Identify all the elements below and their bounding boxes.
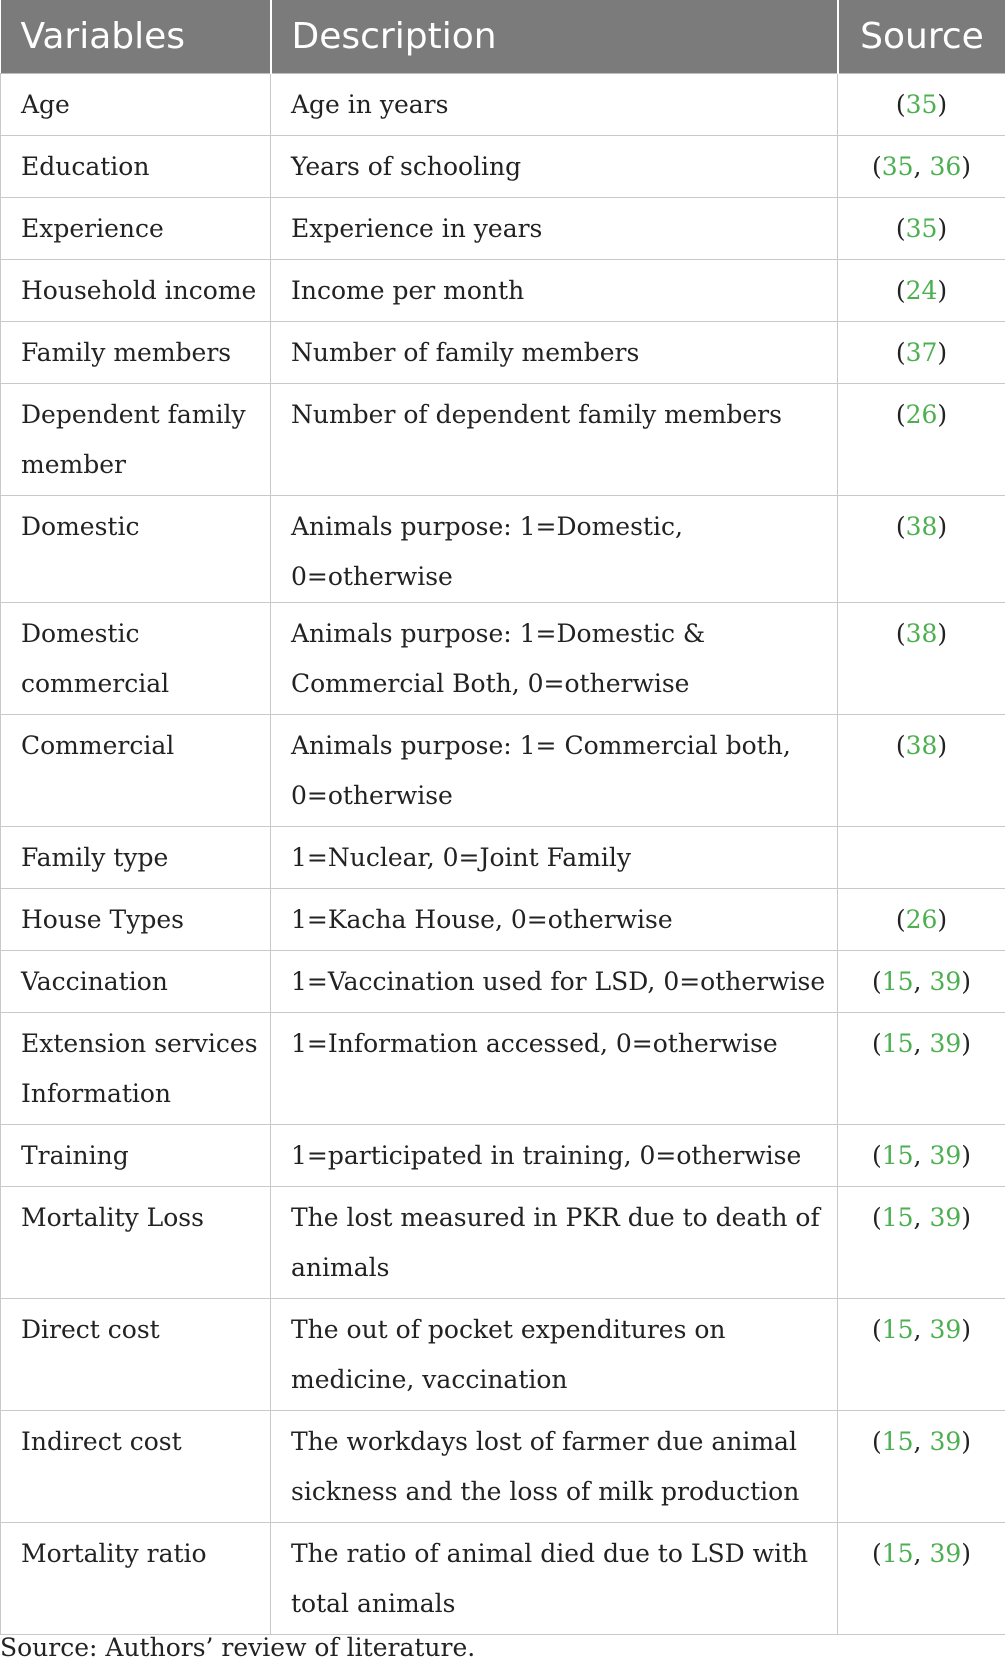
- reference-link[interactable]: 38: [905, 731, 938, 760]
- description-cell: Age in years: [271, 74, 838, 136]
- reference-link[interactable]: 37: [905, 338, 938, 367]
- source-cell: (15, 39): [838, 1125, 1005, 1187]
- source-cell: (24): [838, 260, 1005, 322]
- description-cell: Number of dependent family members: [271, 384, 838, 496]
- description-cell: Number of family members: [271, 322, 838, 384]
- reference-link[interactable]: 15: [881, 1315, 914, 1344]
- variable-cell: Direct cost: [1, 1299, 271, 1411]
- source-cell: (35): [838, 198, 1005, 260]
- source-cell: (15, 39): [838, 1523, 1005, 1635]
- description-cell: The ratio of animal died due to LSD with total animals: [271, 1523, 838, 1635]
- reference-link[interactable]: 38: [905, 512, 938, 541]
- reference-link[interactable]: 15: [881, 1141, 914, 1170]
- description-cell: The lost measured in PKR due to death of animals: [271, 1187, 838, 1299]
- table-row: [1, 1523, 1005, 1635]
- variable-cell: Family type: [1, 827, 271, 889]
- table-row: [1, 496, 1005, 603]
- variable-cell: Training: [1, 1125, 271, 1187]
- variable-cell: Dependent family member: [1, 384, 271, 496]
- table-row: [1, 715, 1005, 827]
- variable-cell: Mortality Loss: [1, 1187, 271, 1299]
- variable-cell: Commercial: [1, 715, 271, 827]
- table-row: [1, 1125, 1005, 1187]
- table-row: [1, 951, 1005, 1013]
- table-row: [1, 889, 1005, 951]
- variable-cell: Education: [1, 136, 271, 198]
- description-cell: 1=Nuclear, 0=Joint Family: [271, 827, 838, 889]
- source-cell: (38): [838, 715, 1005, 827]
- reference-link[interactable]: 39: [929, 1539, 962, 1568]
- variable-cell: Experience: [1, 198, 271, 260]
- reference-link[interactable]: 39: [929, 1203, 962, 1232]
- description-cell: 1=participated in training, 0=otherwise: [271, 1125, 838, 1187]
- source-cell: (35): [838, 74, 1005, 136]
- reference-link[interactable]: 15: [881, 1539, 914, 1568]
- table-body: [1, 74, 1005, 1635]
- reference-link[interactable]: 15: [881, 967, 914, 996]
- description-cell: Income per month: [271, 260, 838, 322]
- description-cell: 1=Kacha House, 0=otherwise: [271, 889, 838, 951]
- description-cell: Animals purpose: 1=Domestic & Commercial Both, 0=otherwise: [271, 603, 838, 715]
- source-cell: (38): [838, 496, 1005, 603]
- reference-link[interactable]: 35: [905, 90, 938, 119]
- source-cell: (15, 39): [838, 951, 1005, 1013]
- variable-cell: Indirect cost: [1, 1411, 271, 1523]
- reference-link[interactable]: 39: [929, 1029, 962, 1058]
- table-row: [1, 260, 1005, 322]
- table-row: [1, 1411, 1005, 1523]
- reference-link[interactable]: 15: [881, 1427, 914, 1456]
- table-row: [1, 322, 1005, 384]
- reference-link[interactable]: 38: [905, 619, 938, 648]
- description-cell: Animals purpose: 1=Domestic, 0=otherwise: [271, 496, 838, 603]
- reference-link[interactable]: 15: [881, 1203, 914, 1232]
- variable-cell: Age: [1, 74, 271, 136]
- table-footnote: Source: Authors’ review of literature.: [0, 1633, 476, 1662]
- reference-link[interactable]: 39: [929, 967, 962, 996]
- description-cell: 1=Information accessed, 0=otherwise: [271, 1013, 838, 1125]
- source-cell: (15, 39): [838, 1187, 1005, 1299]
- table-row: [1, 1187, 1005, 1299]
- header-variables: Variables: [1, 0, 271, 74]
- reference-link[interactable]: 39: [929, 1315, 962, 1344]
- reference-link[interactable]: 39: [929, 1141, 962, 1170]
- variable-cell: Mortality ratio: [1, 1523, 271, 1635]
- variable-cell: Family members: [1, 322, 271, 384]
- variable-cell: Vaccination: [1, 951, 271, 1013]
- reference-link[interactable]: 39: [929, 1427, 962, 1456]
- description-cell: The workdays lost of farmer due animal sickness and the loss of milk production: [271, 1411, 838, 1523]
- table-row: [1, 827, 1005, 889]
- reference-link[interactable]: 35: [881, 152, 914, 181]
- table-row: [1, 74, 1005, 136]
- header-description: Description: [271, 0, 838, 74]
- variable-cell: Extension services Information: [1, 1013, 271, 1125]
- description-cell: Years of schooling: [271, 136, 838, 198]
- source-cell: (38): [838, 603, 1005, 715]
- reference-link[interactable]: 24: [905, 276, 938, 305]
- description-cell: 1=Vaccination used for LSD, 0=otherwise: [271, 951, 838, 1013]
- description-cell: Experience in years: [271, 198, 838, 260]
- variable-cell: House Types: [1, 889, 271, 951]
- source-cell: (35, 36): [838, 136, 1005, 198]
- reference-link[interactable]: 15: [881, 1029, 914, 1058]
- source-cell: (37): [838, 322, 1005, 384]
- source-cell: (15, 39): [838, 1013, 1005, 1125]
- reference-link[interactable]: 35: [905, 214, 938, 243]
- table-row: [1, 384, 1005, 496]
- table-row: [1, 1013, 1005, 1125]
- description-cell: Animals purpose: 1= Commercial both, 0=otherwise: [271, 715, 838, 827]
- header-source: Source: [838, 0, 1005, 74]
- variable-cell: Domestic: [1, 496, 271, 603]
- source-cell: (15, 39): [838, 1411, 1005, 1523]
- source-cell: (26): [838, 889, 1005, 951]
- table-row: [1, 198, 1005, 260]
- table-header-row: [1, 0, 1005, 74]
- source-cell: (15, 39): [838, 1299, 1005, 1411]
- table-row: [1, 1299, 1005, 1411]
- variable-cell: Domestic commercial: [1, 603, 271, 715]
- reference-link[interactable]: 26: [905, 905, 938, 934]
- table-row: [1, 603, 1005, 715]
- description-cell: The out of pocket expenditures on medicine, vaccination: [271, 1299, 838, 1411]
- reference-link[interactable]: 36: [929, 152, 962, 181]
- table-row: [1, 136, 1005, 198]
- reference-link[interactable]: 26: [905, 400, 938, 429]
- source-cell: [838, 827, 1005, 889]
- variable-cell: Household income: [1, 260, 271, 322]
- source-cell: (26): [838, 384, 1005, 496]
